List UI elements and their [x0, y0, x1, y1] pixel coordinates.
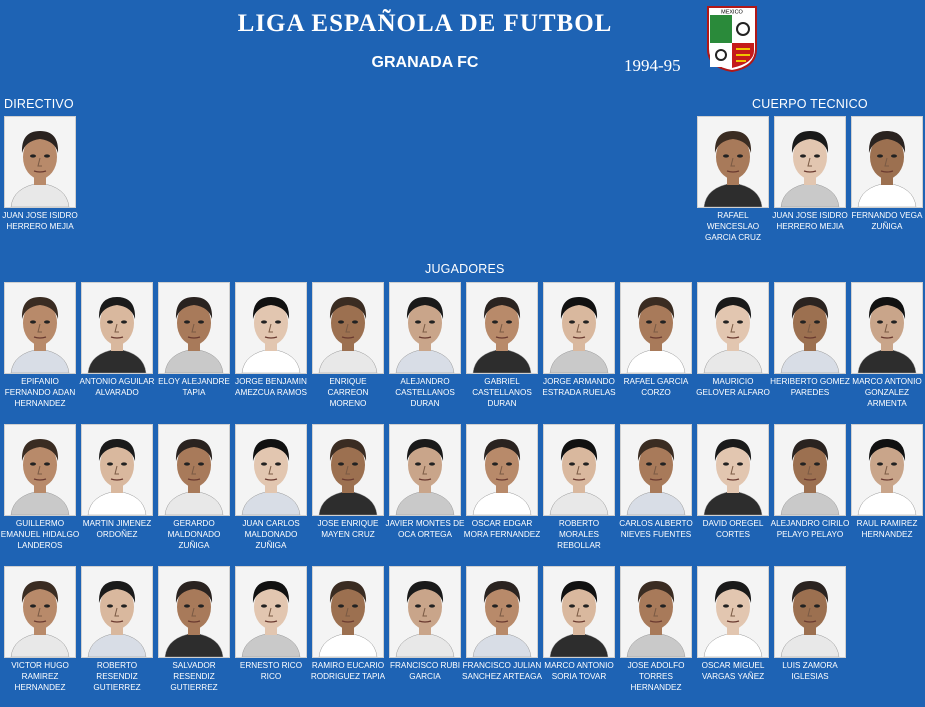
portrait-photo: [698, 425, 768, 515]
photo-frame: [774, 566, 846, 658]
portrait-photo: [236, 283, 306, 373]
portrait-photo: [544, 567, 614, 657]
photo-frame: [4, 116, 76, 208]
photo-frame: [235, 424, 307, 516]
player-card: [851, 282, 923, 409]
person-name: RAUL RAMIREZ HERNANDEZ: [856, 519, 918, 539]
photo-frame: [543, 282, 615, 374]
person-name: OSCAR EDGAR MORA FERNANDEZ: [463, 519, 541, 539]
portrait-photo: [544, 283, 614, 373]
crest-logo: [706, 5, 758, 73]
portrait-photo: [852, 283, 922, 373]
photo-frame: [851, 424, 923, 516]
portrait-photo: [313, 567, 383, 657]
player-card: [770, 424, 850, 540]
photo-frame: [81, 424, 153, 516]
portrait-photo: [390, 283, 460, 373]
person-name: GERARDO MALDONADO ZUÑIGA: [167, 519, 221, 550]
player-card: [697, 424, 769, 540]
photo-frame: [158, 566, 230, 658]
portrait-photo: [159, 567, 229, 657]
photo-frame: [81, 282, 153, 374]
person-name: MARTIN JIMENEZ ORDOÑEZ: [82, 519, 152, 539]
person-name: FRANCISCO RUBI GARCIA: [389, 661, 461, 681]
player-card: [389, 282, 461, 409]
person-name: JORGE BENJAMIN AMEZCUA RAMOS: [235, 377, 307, 397]
player-card: [235, 424, 307, 551]
player-card: [312, 424, 384, 540]
person-name: JUAN JOSE ISIDRO HERRERO MEJIA: [2, 211, 78, 231]
photo-frame: [312, 566, 384, 658]
person-name: JOSE ADOLFO TORRES HERNANDEZ: [627, 661, 685, 692]
portrait-photo: [467, 283, 537, 373]
section-cuerpo-tecnico: CUERPO TECNICO: [752, 97, 868, 111]
person-name: ERNESTO RICO RICO: [239, 661, 303, 681]
player-card: [697, 566, 769, 682]
portrait-photo: [698, 117, 768, 207]
player-card: [463, 424, 541, 540]
photo-frame: [389, 424, 461, 516]
photo-frame: [4, 424, 76, 516]
player-card: [620, 566, 692, 693]
player-card: [0, 424, 80, 551]
photo-frame: [158, 282, 230, 374]
person-name: ALEJANDRO CIRILO PELAYO PELAYO: [770, 519, 850, 539]
photo-frame: [851, 116, 923, 208]
photo-frame: [81, 566, 153, 658]
player-card: [774, 566, 846, 682]
photo-frame: [389, 566, 461, 658]
portrait-photo: [621, 567, 691, 657]
season-label: 1994-95: [624, 56, 681, 75]
portrait-photo: [236, 425, 306, 515]
person-name: MARCO ANTONIO SORIA TOVAR: [544, 661, 614, 681]
person-name: FRANCISCO JULIAN SANCHEZ ARTEAGA: [462, 661, 542, 681]
photo-frame: [697, 424, 769, 516]
photo-frame: [466, 566, 538, 658]
player-card: [81, 566, 153, 693]
portrait-photo: [159, 283, 229, 373]
photo-frame: [235, 566, 307, 658]
portrait-photo: [82, 567, 152, 657]
portrait-photo: [621, 283, 691, 373]
person-name: LUIS ZAMORA IGLESIAS: [782, 661, 838, 681]
person-name: EPIFANIO FERNANDO ADAN HERNANDEZ: [4, 377, 76, 408]
photo-frame: [620, 424, 692, 516]
portrait-photo: [621, 425, 691, 515]
photo-frame: [312, 424, 384, 516]
portrait-photo: [775, 567, 845, 657]
person-name: ENRIQUE CARREON MORENO: [327, 377, 369, 408]
directivo-card: [4, 116, 76, 232]
player-card: [158, 566, 230, 693]
portrait-photo: [5, 425, 75, 515]
photo-frame: [466, 424, 538, 516]
photo-frame: [774, 424, 846, 516]
portrait-photo: [159, 425, 229, 515]
person-name: ANTONIO AGUILAR ALVARADO: [79, 377, 155, 397]
portrait-photo: [775, 425, 845, 515]
photo-frame: [620, 566, 692, 658]
staff-card: [774, 116, 846, 232]
player-card: [158, 282, 230, 398]
person-name: GUILLERMO EMANUEL HIDALGO LANDEROS: [0, 519, 80, 550]
photo-frame: [851, 282, 923, 374]
portrait-photo: [5, 567, 75, 657]
player-card: [158, 424, 230, 551]
player-card: [4, 282, 76, 409]
portrait-photo: [544, 425, 614, 515]
photo-frame: [389, 282, 461, 374]
portrait-photo: [467, 567, 537, 657]
staff-card: [851, 116, 923, 232]
player-card: [81, 282, 153, 398]
photo-frame: [312, 282, 384, 374]
person-name: JORGE ARMANDO ESTRADA RUELAS: [542, 377, 616, 397]
player-card: [851, 424, 923, 540]
person-name: JAVIER MONTES DE OCA ORTEGA: [385, 519, 465, 539]
person-name: JUAN CARLOS MALDONADO ZUÑIGA: [242, 519, 300, 550]
player-card: [620, 424, 692, 540]
person-name: ELOY ALEJANDRE TAPIA: [158, 377, 230, 397]
photo-frame: [620, 282, 692, 374]
player-card: [770, 282, 850, 398]
player-card: [81, 424, 153, 540]
player-card: [4, 566, 76, 693]
player-card: [312, 566, 384, 682]
person-name: FERNANDO VEGA ZUÑIGA: [851, 211, 923, 231]
person-name: GABRIEL CASTELLANOS DURAN: [472, 377, 532, 408]
staff-card: [697, 116, 769, 243]
photo-frame: [543, 424, 615, 516]
person-name: ALEJANDRO CASTELLANOS DURAN: [395, 377, 455, 408]
person-name: CARLOS ALBERTO NIEVES FUENTES: [619, 519, 693, 539]
photo-frame: [697, 116, 769, 208]
portrait-photo: [698, 283, 768, 373]
person-name: RAFAEL GARCIA CORZO: [623, 377, 689, 397]
portrait-photo: [775, 117, 845, 207]
player-card: [697, 282, 769, 398]
portrait-photo: [82, 283, 152, 373]
person-name: SALVADOR RESENDIZ GUTIERREZ: [170, 661, 218, 692]
portrait-photo: [5, 117, 75, 207]
player-card: [385, 424, 465, 540]
photo-frame: [774, 282, 846, 374]
person-name: RAFAEL WENCESLAO GARCIA CRUZ: [705, 211, 761, 242]
portrait-photo: [313, 283, 383, 373]
player-card: [543, 566, 615, 682]
photo-frame: [235, 282, 307, 374]
player-card: [543, 424, 615, 551]
person-name: ROBERTO RESENDIZ GUTIERREZ: [93, 661, 141, 692]
player-card: [543, 282, 615, 398]
portrait-photo: [5, 283, 75, 373]
person-name: OSCAR MIGUEL VARGAS YAÑEZ: [701, 661, 765, 681]
photo-frame: [774, 116, 846, 208]
portrait-photo: [390, 567, 460, 657]
portrait-photo: [698, 567, 768, 657]
photo-frame: [4, 566, 76, 658]
portrait-photo: [236, 567, 306, 657]
player-card: [466, 282, 538, 409]
crest-text: MEXICO: [721, 9, 743, 16]
team-name: GRANADA FC: [371, 54, 479, 71]
section-directivo: DIRECTIVO: [4, 97, 74, 111]
person-name: MAURICIO GELOVER ALFARO: [696, 377, 770, 397]
player-card: [235, 566, 307, 682]
page-title: LIGA ESPAÑOLA DE FUTBOL: [237, 10, 613, 37]
person-name: VICTOR HUGO RAMIREZ HERNANDEZ: [11, 661, 69, 692]
person-name: JUAN JOSE ISIDRO HERRERO MEJIA: [772, 211, 848, 231]
person-name: MARCO ANTONIO GONZALEZ ARMENTA: [852, 377, 922, 408]
portrait-photo: [852, 425, 922, 515]
player-card: [389, 566, 461, 682]
portrait-photo: [852, 117, 922, 207]
photo-frame: [466, 282, 538, 374]
portrait-photo: [390, 425, 460, 515]
person-name: DAVID OREGEL CORTES: [702, 519, 764, 539]
photo-frame: [4, 282, 76, 374]
player-card: [620, 282, 692, 398]
portrait-photo: [467, 425, 537, 515]
player-card: [312, 282, 384, 409]
portrait-photo: [82, 425, 152, 515]
photo-frame: [697, 282, 769, 374]
person-name: RAMIRO EUCARIO RODRIGUEZ TAPIA: [310, 661, 386, 681]
player-card: [462, 566, 542, 682]
portrait-photo: [775, 283, 845, 373]
person-name: HERIBERTO GOMEZ PAREDES: [770, 377, 850, 397]
portrait-photo: [313, 425, 383, 515]
photo-frame: [158, 424, 230, 516]
person-name: ROBERTO MORALES REBOLLAR: [557, 519, 601, 550]
section-jugadores: JUGADORES: [425, 262, 505, 276]
photo-frame: [543, 566, 615, 658]
photo-frame: [697, 566, 769, 658]
person-name: JOSE ENRIQUE MAYEN CRUZ: [317, 519, 379, 539]
player-card: [235, 282, 307, 398]
